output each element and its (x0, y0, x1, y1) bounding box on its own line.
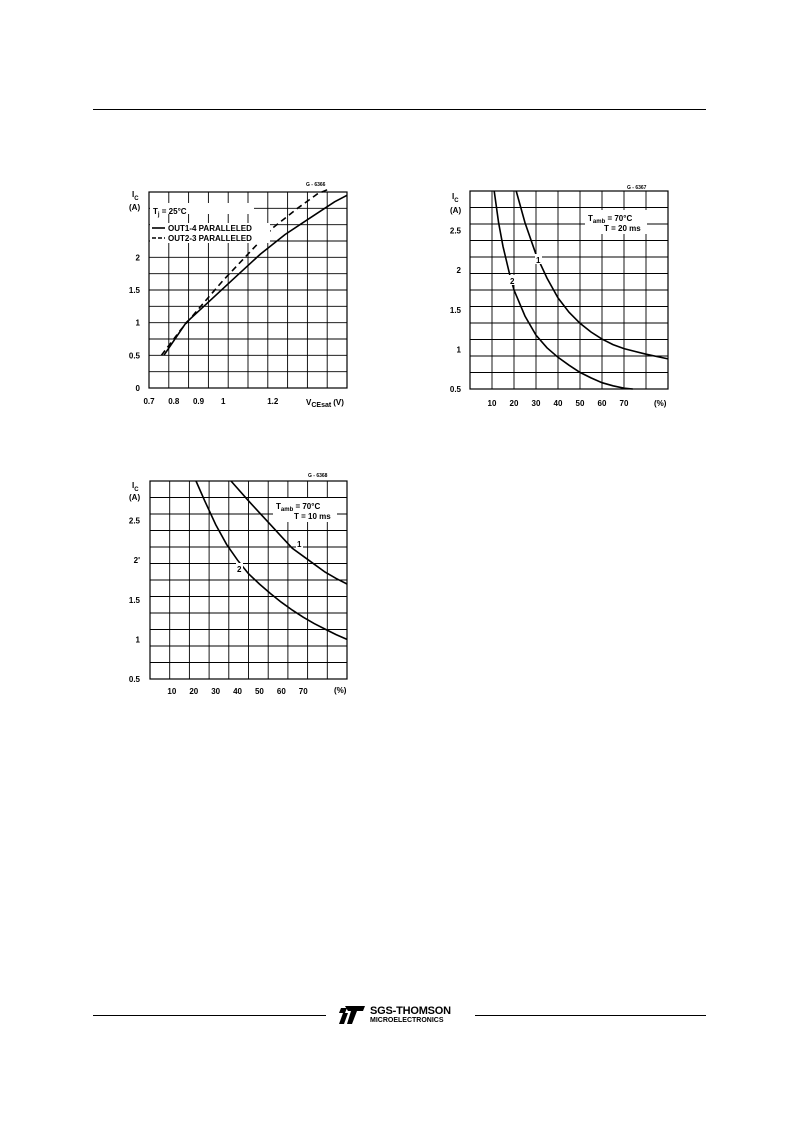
y-tick-label: 1 (135, 635, 140, 645)
y-tick-label: 1 (135, 318, 140, 328)
x-tick-label: 0.8 (168, 397, 180, 406)
logo-company-name: SGS-THOMSON (370, 1005, 451, 1017)
company-logo (337, 1004, 465, 1028)
x-tick-label: 1.2 (267, 397, 279, 406)
x-axis-label: VCEsat (V) (306, 398, 344, 409)
logo-division-name: MICROELECTRONICS (370, 1017, 444, 1024)
tick-labels (129, 517, 308, 696)
figure-code: G - 6367 (627, 185, 647, 191)
y-tick-label: 2 (456, 266, 461, 276)
period-annotation: T = 20 ms (604, 224, 641, 233)
st-logo-icon (337, 1004, 367, 1026)
x-tick-label: 50 (254, 687, 264, 696)
x-tick-label: 50 (575, 399, 585, 408)
y-tick-label: 2' (133, 556, 140, 566)
x-tick-label: 60 (597, 399, 607, 408)
x-tick-label: 70 (619, 399, 629, 408)
x-tick-label: 10 (487, 399, 497, 408)
curve-2-label: 2 (510, 277, 515, 286)
x-tick-label: 40 (553, 399, 563, 408)
footer-rule-left (93, 1015, 326, 1016)
tamb-annotation: $T_{amb} = 70^\circ C$ (276, 502, 321, 513)
tamb-annotation: $T_{amb} = 70^\circ C$ (588, 214, 633, 225)
period-annotation: T = 10 ms (294, 512, 331, 521)
y-tick-label: 1.5 (128, 595, 140, 605)
x-tick-label: 30 (211, 687, 221, 696)
tj-annotation: $T_j = 25^\circ C$ (153, 207, 187, 218)
x-tick-label: 30 (531, 399, 541, 408)
y-tick-label: 0.5 (128, 675, 140, 684)
legend-item-out2-3: OUT2-3 PARALLELED (168, 234, 252, 243)
curve-2-label: 2 (237, 565, 242, 574)
y-axis-unit: (A) (129, 493, 141, 502)
x-axis-unit: (%) (334, 686, 347, 695)
x-tick-label: 40 (233, 687, 243, 696)
x-tick-label: 10 (167, 687, 177, 696)
y-tick-label: 0.5 (128, 351, 140, 361)
x-tick-label: 20 (189, 687, 199, 696)
y-tick-label: 1 (456, 345, 461, 355)
y-axis-label: $I_C$ (452, 192, 459, 204)
y-axis-unit: (A) (129, 203, 141, 212)
legend-item-out1-4: OUT1-4 PARALLELED (168, 224, 252, 233)
y-axis-unit: (A) (450, 206, 462, 215)
y-tick-label: 2.5 (449, 226, 461, 236)
y-tick-label: 2 (135, 253, 140, 263)
x-tick-label: 70 (298, 687, 308, 696)
footer-rule-right (475, 1015, 706, 1016)
x-tick-label: 1 (221, 397, 226, 406)
x-tick-label: 0.7 (143, 397, 155, 406)
figure-code: G - 6368 (308, 473, 328, 479)
figure-code: G - 6366 (306, 182, 326, 188)
curve-1-label: 1 (536, 256, 541, 265)
x-tick-label: 0.9 (192, 397, 205, 406)
x-tick-label: 20 (509, 399, 519, 408)
y-tick-label: 1.5 (128, 286, 140, 295)
y-axis-label: $I_C$ (132, 190, 139, 202)
y-tick-label: 0 (135, 384, 140, 393)
y-tick-label: 0.5 (449, 385, 461, 394)
x-axis-unit: (%) (654, 399, 667, 408)
y-tick-label: 2.5 (128, 516, 140, 526)
x-tick-label: 60 (276, 687, 286, 696)
y-tick-label: 1.5 (449, 305, 461, 315)
curve-1-label: 1 (297, 540, 302, 549)
y-axis-label: $I_C$ (132, 481, 139, 493)
